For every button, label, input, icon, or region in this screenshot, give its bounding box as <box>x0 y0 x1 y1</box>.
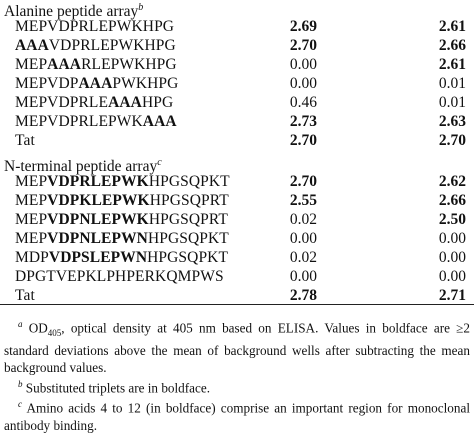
sequence-segment: HPGSQPKT <box>147 230 229 247</box>
footnote-b-text: Substituted triplets are in boldface. <box>25 380 211 396</box>
sequence-bold-segment: AAA <box>78 75 113 92</box>
value-cell-1: 0.46 <box>289 94 317 111</box>
value-cell-1: 2.55 <box>289 192 317 209</box>
table-row <box>0 112 474 131</box>
footnote-a-od: OD <box>28 320 48 336</box>
value-cell-2: 2.50 <box>438 211 466 228</box>
value-cell-2: 2.70 <box>438 132 466 149</box>
table-row <box>0 210 474 229</box>
table-row <box>0 131 474 150</box>
peptide-sequence <box>15 267 224 286</box>
section-footnote-mark: c <box>157 157 162 168</box>
footnote-b <box>4 376 470 396</box>
peptide-sequence <box>15 210 228 229</box>
peptide-sequence <box>15 55 177 74</box>
sequence-segment: MEP <box>15 56 48 73</box>
section-heading-text: N-terminal peptide array <box>4 158 158 176</box>
value-cell-2: 0.00 <box>438 249 466 266</box>
sequence-segment: MEP <box>15 192 48 209</box>
section-heading-text: Alanine peptide array <box>4 3 139 21</box>
table-row <box>0 248 474 267</box>
section-footnote-mark: b <box>138 2 144 13</box>
peptide-sequence <box>15 112 177 131</box>
table-row <box>0 172 474 191</box>
peptide-sequence <box>15 17 174 36</box>
sequence-bold-segment: VDPKLEPWK <box>47 192 150 209</box>
sequence-bold-segment: VDPNLEPWN <box>47 230 148 247</box>
value-cell-2: 2.61 <box>438 18 466 35</box>
table-row <box>0 286 474 305</box>
table-row <box>0 93 474 112</box>
footnote-c <box>4 396 470 433</box>
sequence-segment: DPGTVEPKLPHPERKQMPWS <box>15 268 224 285</box>
value-cell-1: 2.70 <box>289 173 317 190</box>
sequence-bold-segment: VDPRLEPWK <box>47 173 149 190</box>
sequence-segment: HPGSQPRT <box>149 192 229 209</box>
peptide-sequence <box>15 131 35 150</box>
value-cell-1: 2.70 <box>289 37 317 54</box>
sequence-bold-segment: VDPSLEPWN <box>48 249 148 266</box>
value-cell-1: 0.00 <box>289 230 317 247</box>
value-cell-2: 2.66 <box>438 37 466 54</box>
value-cell-2: 2.66 <box>438 192 466 209</box>
value-cell-1: 0.00 <box>289 56 317 73</box>
sequence-segment: HPGSQPKT <box>148 173 230 190</box>
sequence-bold-segment: AAA <box>142 113 177 130</box>
value-cell-2: 2.61 <box>438 56 466 73</box>
peptide-sequence <box>15 172 230 191</box>
table-row <box>0 17 474 36</box>
sequence-segment: MEP <box>15 173 48 190</box>
sequence-segment: HPG <box>141 94 174 111</box>
value-cell-2: 2.63 <box>438 113 466 130</box>
peptide-sequence <box>15 248 228 267</box>
table-row <box>0 267 474 286</box>
sequence-bold-segment: AAA <box>47 56 82 73</box>
value-cell-1: 0.00 <box>289 75 317 92</box>
peptide-sequence <box>15 93 173 112</box>
value-cell-1: 2.78 <box>289 287 317 304</box>
table-row <box>0 55 474 74</box>
value-cell-1: 0.02 <box>289 211 317 228</box>
footnote-c-mark: c <box>18 399 22 410</box>
sequence-segment: MEPVDP <box>15 75 79 92</box>
sequence-segment: MDP <box>15 249 49 266</box>
sequence-segment: MEPVDPRLEPWKHPG <box>15 18 175 35</box>
sequence-segment: HPGSQPKT <box>147 249 229 266</box>
value-cell-2: 0.00 <box>438 268 466 285</box>
footnote-a-text: , optical density at 405 nm based on ELISA. Values in boldface are ≥2 standard deviations above the mean of background wells after subtracting the mean background values. <box>4 320 470 376</box>
value-cell-2: 2.62 <box>438 173 466 190</box>
peptide-sequence <box>15 74 178 93</box>
table-row <box>0 229 474 248</box>
value-cell-1: 2.73 <box>289 113 317 130</box>
sequence-segment: HPGSQPRT <box>148 211 228 228</box>
peptide-sequence <box>15 191 229 210</box>
sequence-bold-segment: VDPNLEPWK <box>47 211 149 228</box>
sequence-bold-segment: AAA <box>108 94 142 111</box>
value-cell-1: 0.02 <box>289 249 317 266</box>
table-row <box>0 36 474 55</box>
sequence-segment: VDPRLEPWKHPG <box>48 37 176 54</box>
table-row <box>0 191 474 210</box>
value-cell-2: 2.71 <box>438 287 466 304</box>
sequence-segment: MEPVDPRLEPWK <box>15 113 143 130</box>
value-cell-1: 0.00 <box>289 268 317 285</box>
sequence-bold-segment: AAA <box>15 37 49 54</box>
sequence-segment: Tat <box>15 132 35 149</box>
peptide-sequence <box>15 36 176 55</box>
footnote-b-mark: b <box>18 379 23 390</box>
table-footnotes <box>4 316 470 434</box>
sequence-segment: MEP <box>15 211 48 228</box>
sequence-segment: Tat <box>15 287 35 304</box>
sequence-segment: PWKHPG <box>112 75 179 92</box>
sequence-segment: MEPVDPRLE <box>15 94 109 111</box>
footnote-c-text: Amino acids 4 to 12 (in boldface) comprise an important region for monoclonal antibody binding. <box>4 400 470 433</box>
table-row <box>0 74 474 93</box>
table-bottom-rule <box>0 304 474 305</box>
value-cell-2: 0.01 <box>438 75 466 92</box>
value-cell-1: 2.69 <box>289 18 317 35</box>
footnote-a-mark: a <box>18 319 23 329</box>
value-cell-1: 2.70 <box>289 132 317 149</box>
sequence-segment: RLEPWKHPG <box>81 56 177 73</box>
peptide-sequence <box>15 286 35 305</box>
value-cell-2: 0.01 <box>438 94 466 111</box>
sequence-segment: MEP <box>15 230 48 247</box>
footnote-a-od-sub: 405 <box>47 328 62 339</box>
peptide-sequence <box>15 229 229 248</box>
footnote-a <box>4 316 470 376</box>
value-cell-2: 0.00 <box>438 230 466 247</box>
